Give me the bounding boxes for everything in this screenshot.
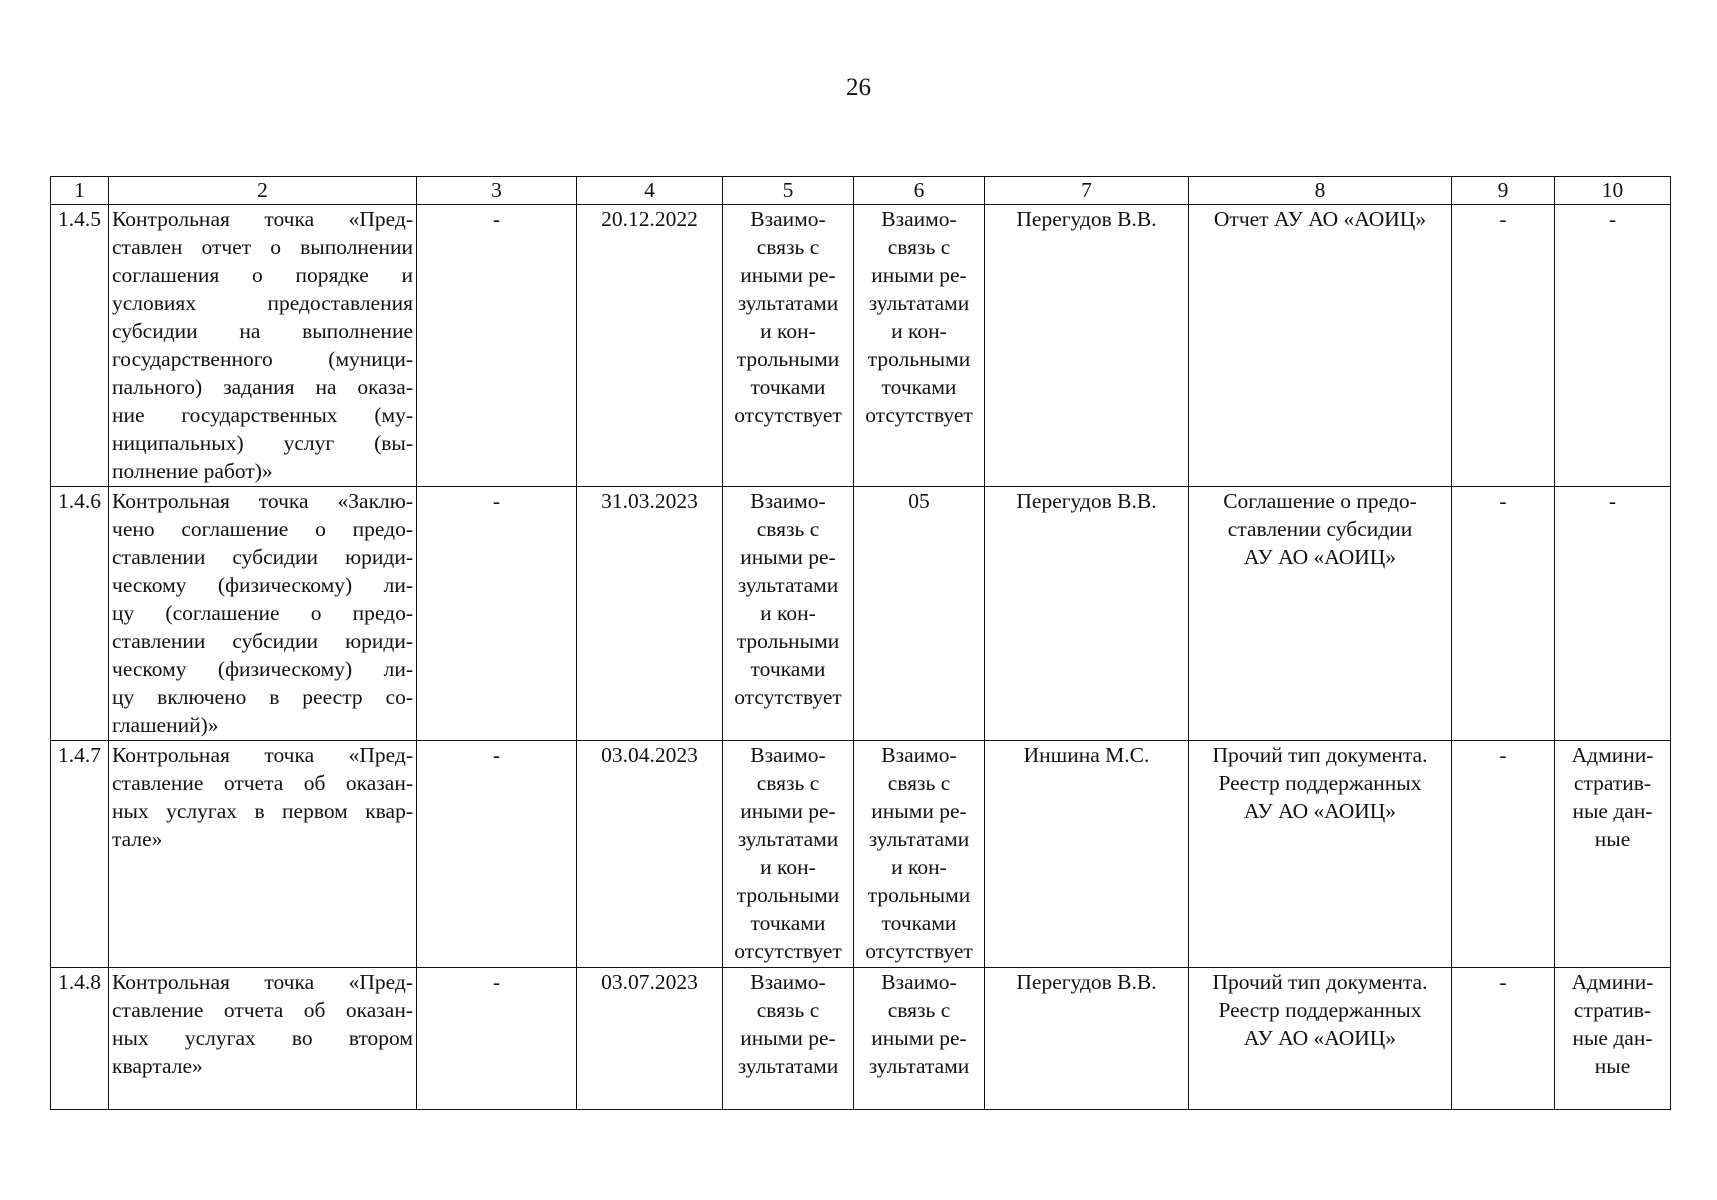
cell-line: глашений)»: [112, 713, 219, 737]
cell-line: ставлении субсидии юриди-: [112, 545, 413, 569]
cell-line: Реестр поддержанных: [1218, 998, 1422, 1022]
cell-line: зультатами: [737, 291, 839, 315]
column-header: 6: [854, 177, 985, 205]
cell-line: ние государственных (му-: [112, 403, 413, 427]
column-header: 1: [51, 177, 109, 205]
cell-line: и кон-: [760, 855, 816, 879]
column-header: 3: [417, 177, 577, 205]
due-date: 03.04.2023: [577, 741, 723, 968]
cell-line: трольными: [736, 347, 840, 371]
cell-line: ставление отчета об оказан-: [112, 771, 413, 795]
cell-line: условиях предоставления: [112, 291, 413, 315]
cell-line: тале»: [112, 827, 163, 851]
due-date: 20.12.2022: [577, 205, 723, 487]
cell-line: ставление отчета об оказан-: [112, 998, 413, 1022]
cell-line: чено соглашение о предо-: [112, 517, 413, 541]
cell-col9: -: [1452, 487, 1555, 741]
cell-line: ставлении субсидии: [1227, 517, 1413, 541]
cell-line: 05: [908, 489, 930, 513]
cell-line: и кон-: [891, 855, 947, 879]
column-header: 8: [1189, 177, 1452, 205]
cell-line: зультатами: [868, 827, 970, 851]
relation-previous: [723, 487, 854, 741]
cell-line: ческому (физическому) ли-: [112, 657, 413, 681]
cell-line: Взаимо-: [881, 743, 957, 767]
cell-line: полнение работ)»: [112, 459, 273, 483]
cell-line: отсутствует: [734, 685, 842, 709]
responsible-person: Перегудов В.В.: [985, 487, 1189, 741]
cell-line: соглашения о порядке и: [112, 263, 413, 287]
cell-col3: -: [417, 968, 577, 1110]
cell-line: АУ АО «АОИЦ»: [1243, 545, 1397, 569]
cell-line: связь с: [756, 517, 820, 541]
cell-line: трольными: [867, 347, 971, 371]
cell-line: отсутствует: [865, 403, 973, 427]
document-type: [1189, 968, 1452, 1110]
cell-line: иными ре-: [740, 545, 836, 569]
document-type: [1189, 205, 1452, 487]
cell-line: иными ре-: [740, 799, 836, 823]
cell-line: Отчет АУ АО «АОИЦ»: [1213, 207, 1427, 231]
cell-line: точками: [881, 375, 957, 399]
cell-line: точками: [750, 911, 826, 935]
cell-line: зультатами: [868, 1054, 970, 1078]
cell-line: Взаимо-: [881, 207, 957, 231]
due-date: 31.03.2023: [577, 487, 723, 741]
cell-line: ных услугах в первом квар-: [112, 799, 413, 823]
cell-line: государственного (муници-: [112, 347, 413, 371]
cell-line: ных услугах во втором: [112, 1026, 413, 1050]
cell-line: трольными: [736, 883, 840, 907]
cell-line: трольными: [736, 629, 840, 653]
cell-col9: -: [1452, 968, 1555, 1110]
column-header: 9: [1452, 177, 1555, 205]
cell-col3: -: [417, 487, 577, 741]
cell-line: Взаимо-: [750, 207, 826, 231]
document-type: [1189, 741, 1452, 968]
responsible-person: Иншина М.С.: [985, 741, 1189, 968]
table-header-row: [51, 177, 1671, 205]
relation-next: [854, 205, 985, 487]
cell-line: цу (соглашение о предо-: [112, 601, 413, 625]
cell-line: отсутствует: [865, 939, 973, 963]
document-type: [1189, 487, 1452, 741]
cell-line: и кон-: [891, 319, 947, 343]
cell-line: стратив-: [1573, 998, 1652, 1022]
control-point-description: [109, 968, 417, 1110]
cell-line: иными ре-: [871, 1026, 967, 1050]
row-number: 1.4.8: [51, 968, 109, 1110]
cell-line: Админи-: [1571, 743, 1654, 767]
responsible-person: Перегудов В.В.: [985, 968, 1189, 1110]
cell-line: ные: [1594, 827, 1631, 851]
table-row: [51, 205, 1671, 487]
cell-line: Взаимо-: [750, 743, 826, 767]
cell-line: Контрольная точка «Заклю-: [112, 489, 413, 513]
page-number: 26: [846, 74, 871, 101]
cell-line: ные дан-: [1572, 1026, 1653, 1050]
row-number: 1.4.7: [51, 741, 109, 968]
cell-line: точками: [750, 657, 826, 681]
column-header: 7: [985, 177, 1189, 205]
row-number: 1.4.5: [51, 205, 109, 487]
cell-line: АУ АО «АОИЦ»: [1243, 1026, 1397, 1050]
cell-col3: -: [417, 205, 577, 487]
cell-line: Соглашение о предо-: [1223, 489, 1417, 513]
info-system: [1555, 968, 1671, 1110]
cell-line: зультатами: [737, 1054, 839, 1078]
control-point-description: [109, 487, 417, 741]
cell-line: субсидии на выполнение: [112, 319, 413, 343]
relation-previous: [723, 741, 854, 968]
column-header: 2: [109, 177, 417, 205]
due-date: 03.07.2023: [577, 968, 723, 1110]
info-system: [1555, 205, 1671, 487]
table-row: [51, 487, 1671, 741]
cell-line: связь с: [756, 771, 820, 795]
column-header: 10: [1555, 177, 1671, 205]
column-header: 5: [723, 177, 854, 205]
relation-next: [854, 968, 985, 1110]
control-points-table: [50, 176, 1671, 1110]
table-row: [51, 968, 1671, 1110]
cell-line: АУ АО «АОИЦ»: [1243, 799, 1397, 823]
cell-line: Реестр поддержанных: [1218, 771, 1422, 795]
relation-next: [854, 741, 985, 968]
cell-line: связь с: [756, 998, 820, 1022]
cell-line: иными ре-: [740, 263, 836, 287]
relation-next: [854, 487, 985, 741]
control-point-description: [109, 741, 417, 968]
cell-line: связь с: [887, 998, 951, 1022]
cell-line: Прочий тип документа.: [1212, 743, 1428, 767]
row-number: 1.4.6: [51, 487, 109, 741]
cell-line: иными ре-: [871, 799, 967, 823]
cell-line: точками: [881, 911, 957, 935]
cell-col9: -: [1452, 741, 1555, 968]
cell-line: трольными: [867, 883, 971, 907]
cell-line: Прочий тип документа.: [1212, 970, 1428, 994]
column-header: 4: [577, 177, 723, 205]
cell-line: квартале»: [112, 1054, 203, 1078]
cell-line: Админи-: [1571, 970, 1654, 994]
cell-line: и кон-: [760, 319, 816, 343]
table-row: [51, 741, 1671, 968]
cell-line: ставлен отчет о выполнении: [112, 235, 413, 259]
cell-line: Взаимо-: [750, 489, 826, 513]
cell-line: пального) задания на оказа-: [112, 375, 413, 399]
cell-line: иными ре-: [740, 1026, 836, 1050]
control-point-description: [109, 205, 417, 487]
cell-line: зультатами: [737, 827, 839, 851]
cell-line: Взаимо-: [881, 970, 957, 994]
cell-line: ческому (физическому) ли-: [112, 573, 413, 597]
cell-col9: -: [1452, 205, 1555, 487]
cell-line: и кон-: [760, 601, 816, 625]
cell-line: зультатами: [868, 291, 970, 315]
cell-line: ниципальных) услуг (вы-: [112, 431, 413, 455]
cell-line: цу включено в реестр со-: [112, 685, 413, 709]
cell-line: отсутствует: [734, 403, 842, 427]
cell-line: точками: [750, 375, 826, 399]
cell-line: Контрольная точка «Пред-: [112, 207, 413, 231]
cell-line: ставлении субсидии юриди-: [112, 629, 413, 653]
info-system: [1555, 741, 1671, 968]
cell-line: Взаимо-: [750, 970, 826, 994]
cell-col3: -: [417, 741, 577, 968]
cell-line: -: [1608, 207, 1617, 231]
cell-line: ные: [1594, 1054, 1631, 1078]
cell-line: -: [1608, 489, 1617, 513]
cell-line: зультатами: [737, 573, 839, 597]
cell-line: связь с: [756, 235, 820, 259]
cell-line: стратив-: [1573, 771, 1652, 795]
cell-line: связь с: [887, 235, 951, 259]
cell-line: иными ре-: [871, 263, 967, 287]
relation-previous: [723, 205, 854, 487]
cell-line: связь с: [887, 771, 951, 795]
cell-line: Контрольная точка «Пред-: [112, 970, 413, 994]
info-system: [1555, 487, 1671, 741]
relation-previous: [723, 968, 854, 1110]
cell-line: отсутствует: [734, 939, 842, 963]
cell-line: Контрольная точка «Пред-: [112, 743, 413, 767]
table-body: [51, 205, 1671, 1110]
responsible-person: Перегудов В.В.: [985, 205, 1189, 487]
cell-line: ные дан-: [1572, 799, 1653, 823]
